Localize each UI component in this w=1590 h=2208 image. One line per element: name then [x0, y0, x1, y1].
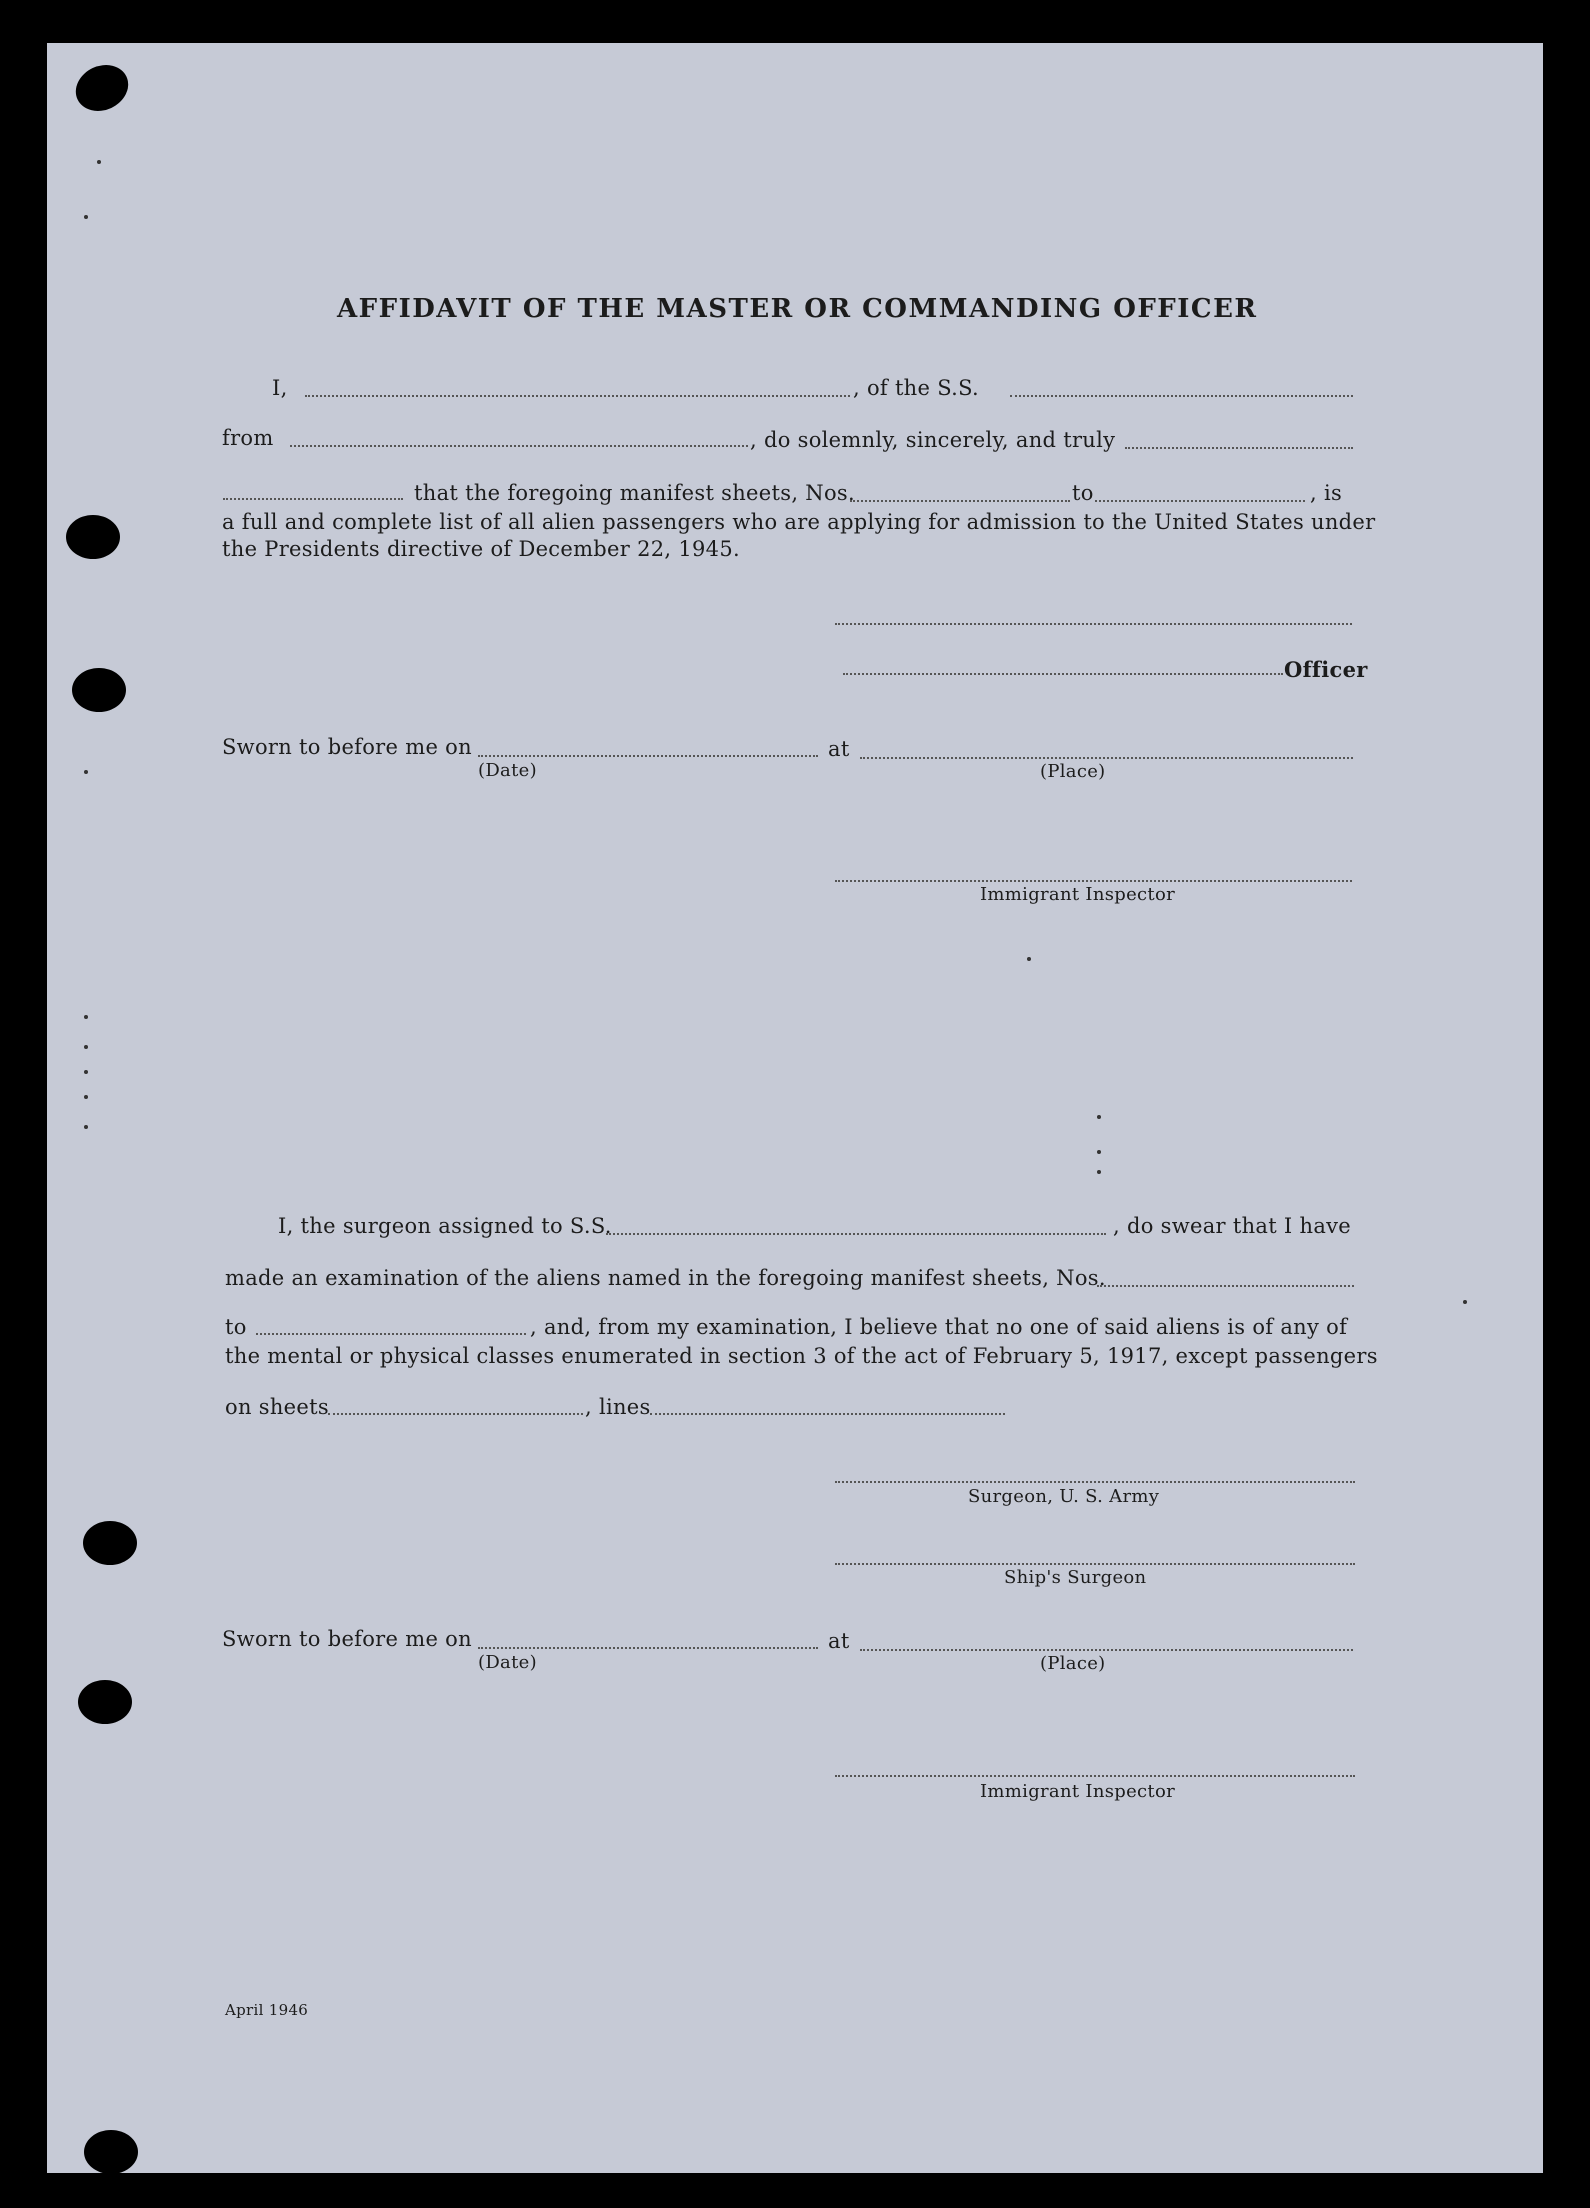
master-date-caption: (Date)	[478, 760, 537, 781]
ship-surgeon-label: Ship's Surgeon	[1004, 1567, 1147, 1588]
surgeon-inspector-line	[835, 1775, 1355, 1777]
surgeon-lines-label: , lines	[585, 1395, 651, 1419]
form-date: April 1946	[225, 2001, 309, 2019]
master-sworn-place-blank	[860, 757, 1353, 759]
surgeon-belief-text: , and, from my examination, I believe that no one of said aliens is of any of	[530, 1315, 1348, 1339]
speck	[1097, 1115, 1101, 1119]
master-ship-blank	[1010, 395, 1353, 397]
ship-surgeon-signature-line	[835, 1563, 1355, 1565]
speck	[84, 1125, 88, 1129]
surgeon-inspector-label: Immigrant Inspector	[980, 1781, 1175, 1802]
master-name-blank	[305, 395, 850, 397]
surgeon-classes-text: the mental or physical classes enumerated in section 3 of the act of February 5, 1917, except passengers	[225, 1344, 1378, 1368]
master-list-text: a full and complete list of all alien passengers who are applying for admission to the United States under	[222, 510, 1376, 534]
master-nos-from-blank	[850, 500, 1070, 502]
master-is-label: , is	[1310, 481, 1343, 505]
surgeon-sheets-label: on sheets	[225, 1395, 329, 1419]
speck	[84, 770, 88, 774]
punch-hole	[84, 2130, 138, 2174]
officer-label: Officer	[1284, 657, 1368, 682]
master-nos-to-blank	[1095, 500, 1305, 502]
army-surgeon-label: Surgeon, U. S. Army	[968, 1486, 1160, 1507]
speck	[1463, 1300, 1467, 1304]
speck	[84, 1095, 88, 1099]
surgeon-date-caption: (Date)	[478, 1652, 537, 1673]
punch-hole	[78, 1680, 132, 1724]
surgeon-nos-from-blank	[1097, 1285, 1354, 1287]
surgeon-exam-text: made an examination of the aliens named in the foregoing manifest sheets, Nos.	[225, 1266, 1106, 1290]
punch-hole	[83, 1521, 137, 1565]
master-swear-text: , do solemnly, sincerely, and truly	[750, 428, 1116, 452]
surgeon-swear-text: , do swear that I have	[1113, 1214, 1352, 1238]
master-ss-label: , of the S.S.	[853, 376, 980, 400]
master-swear-blank	[1125, 447, 1353, 449]
punch-hole	[72, 668, 126, 712]
master-signature-line	[835, 623, 1352, 625]
speck	[84, 1070, 88, 1074]
speck	[84, 1015, 88, 1019]
form-sheet	[47, 43, 1543, 2173]
speck	[84, 1045, 88, 1049]
master-sworn-date-blank	[478, 755, 818, 757]
surgeon-to-label: to	[225, 1315, 247, 1339]
master-verb-blank	[223, 498, 403, 500]
punch-hole	[66, 515, 120, 559]
surgeon-sheets-blank	[328, 1413, 583, 1415]
master-sworn-label: Sworn to before me on	[222, 735, 472, 759]
master-inspector-line	[835, 880, 1352, 882]
surgeon-place-caption: (Place)	[1040, 1653, 1106, 1674]
master-from-label: from	[222, 426, 274, 450]
surgeon-sworn-date-blank	[478, 1647, 818, 1649]
army-surgeon-signature-line	[835, 1481, 1355, 1483]
speck	[97, 160, 101, 164]
speck	[84, 215, 88, 219]
master-inspector-label: Immigrant Inspector	[980, 884, 1175, 905]
surgeon-sworn-place-blank	[860, 1649, 1353, 1651]
affidavit-title: AFFIDAVIT OF THE MASTER OR COMMANDING OFFICER	[337, 294, 1258, 324]
speck	[1097, 1150, 1101, 1154]
surgeon-ship-blank	[606, 1233, 1106, 1235]
officer-signature-line	[843, 673, 1283, 675]
speck	[1027, 957, 1031, 961]
surgeon-intro-text: I, the surgeon assigned to S.S.	[278, 1214, 612, 1238]
master-to-label: to	[1072, 481, 1094, 505]
surgeon-nos-to-blank	[256, 1333, 526, 1335]
surgeon-lines-blank	[650, 1413, 1005, 1415]
speck	[1097, 1170, 1101, 1174]
master-manifest-text: that the foregoing manifest sheets, Nos.	[414, 481, 855, 505]
master-i-label: I,	[272, 376, 288, 400]
master-from-blank	[290, 445, 748, 447]
surgeon-at-label: at	[828, 1629, 850, 1653]
master-directive-text: the Presidents directive of December 22, 1945.	[222, 537, 740, 561]
master-at-label: at	[828, 737, 850, 761]
master-place-caption: (Place)	[1040, 761, 1106, 782]
surgeon-sworn-label: Sworn to before me on	[222, 1627, 472, 1651]
